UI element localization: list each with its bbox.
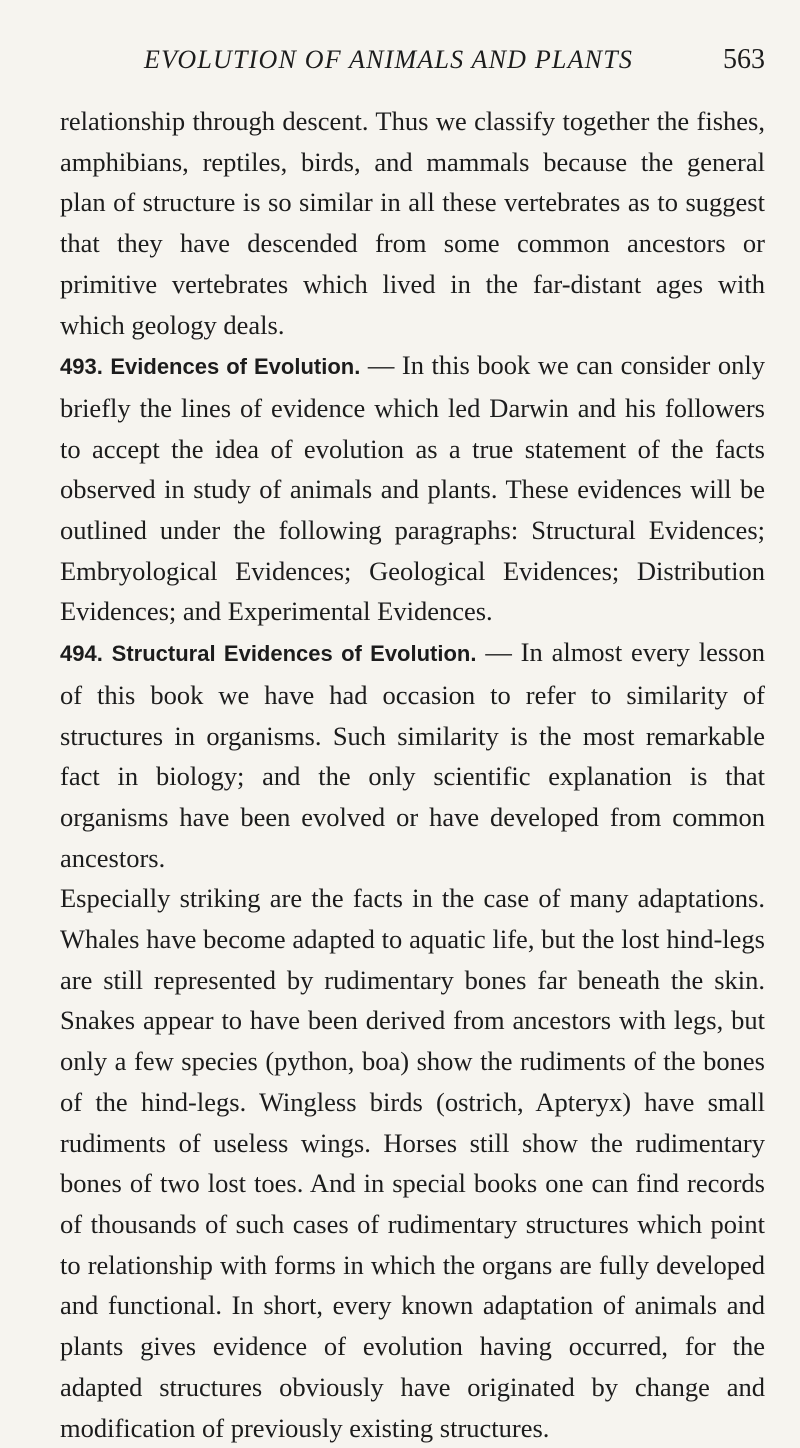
section-text: — In almost every lesson of this book we have had occasion to refer to similarity of structures in organisms. Such similarity is the most remarkable fact in biology; and the only scientific explanation is that organisms have been evolved or have developed from common ancestors. (60, 637, 765, 873)
section-494 (60, 632, 765, 878)
body-text (60, 101, 765, 1448)
section-title: Evidences of Evolution. (110, 354, 361, 380)
section-number: 494. (60, 641, 103, 667)
paragraph-continuation (60, 101, 765, 345)
running-head: EVOLUTION OF ANIMALS AND PLANTS (144, 45, 634, 74)
section-title: Structural Evidences of Evolution. (111, 641, 477, 667)
page-header (60, 40, 765, 80)
paragraph-text: Especially striking are the facts in the case of many adaptations. Whales have become adapted to aquatic life, but the lost hind-legs are still represented by rudimentary bones far beneath the skin. Snakes appear to have been derived from ancestors with legs, but only a few species (python, boa) show the rudiments of the bones of the hind-legs. Wingless birds (ostrich, Apteryx) have small rudiments of useless wings. Horses still show the rudimentary bones of two lost toes. And in special books one can find records of thousands of such cases of rudimentary structures which point to relationship with forms in which the organs are fully developed and functional. In short, every known adaptation of animals and plants gives evidence of evolution having occurred, for the adapted structures obviously have originated by change and modification of previously existing structures. (60, 883, 765, 1443)
section-493 (60, 345, 765, 632)
page-number: 563 (723, 44, 765, 75)
section-text: — In this book we can consider only briefly the lines of evidence which led Darwin and his followers to accept the idea of evolution as a true statement of the facts observed in study of animals and plants. These evidences will be outlined under the following paragraphs: Structural Evidences; Embryological Evidences; Geological Evidences; Distribution Evidences; and Experimental Evidences. (60, 350, 765, 627)
paragraph-adaptations (60, 878, 765, 1448)
section-number: 493. (60, 354, 103, 380)
paragraph-text: relationship through descent. Thus we classify together the fishes, amphibians, reptiles, birds, and mammals because the general plan of structure is so similar in all these vertebrates as to suggest that they have descended from some common ancestors or primitive vertebrates which lived in the far-distant ages with which geology deals. (60, 106, 765, 340)
